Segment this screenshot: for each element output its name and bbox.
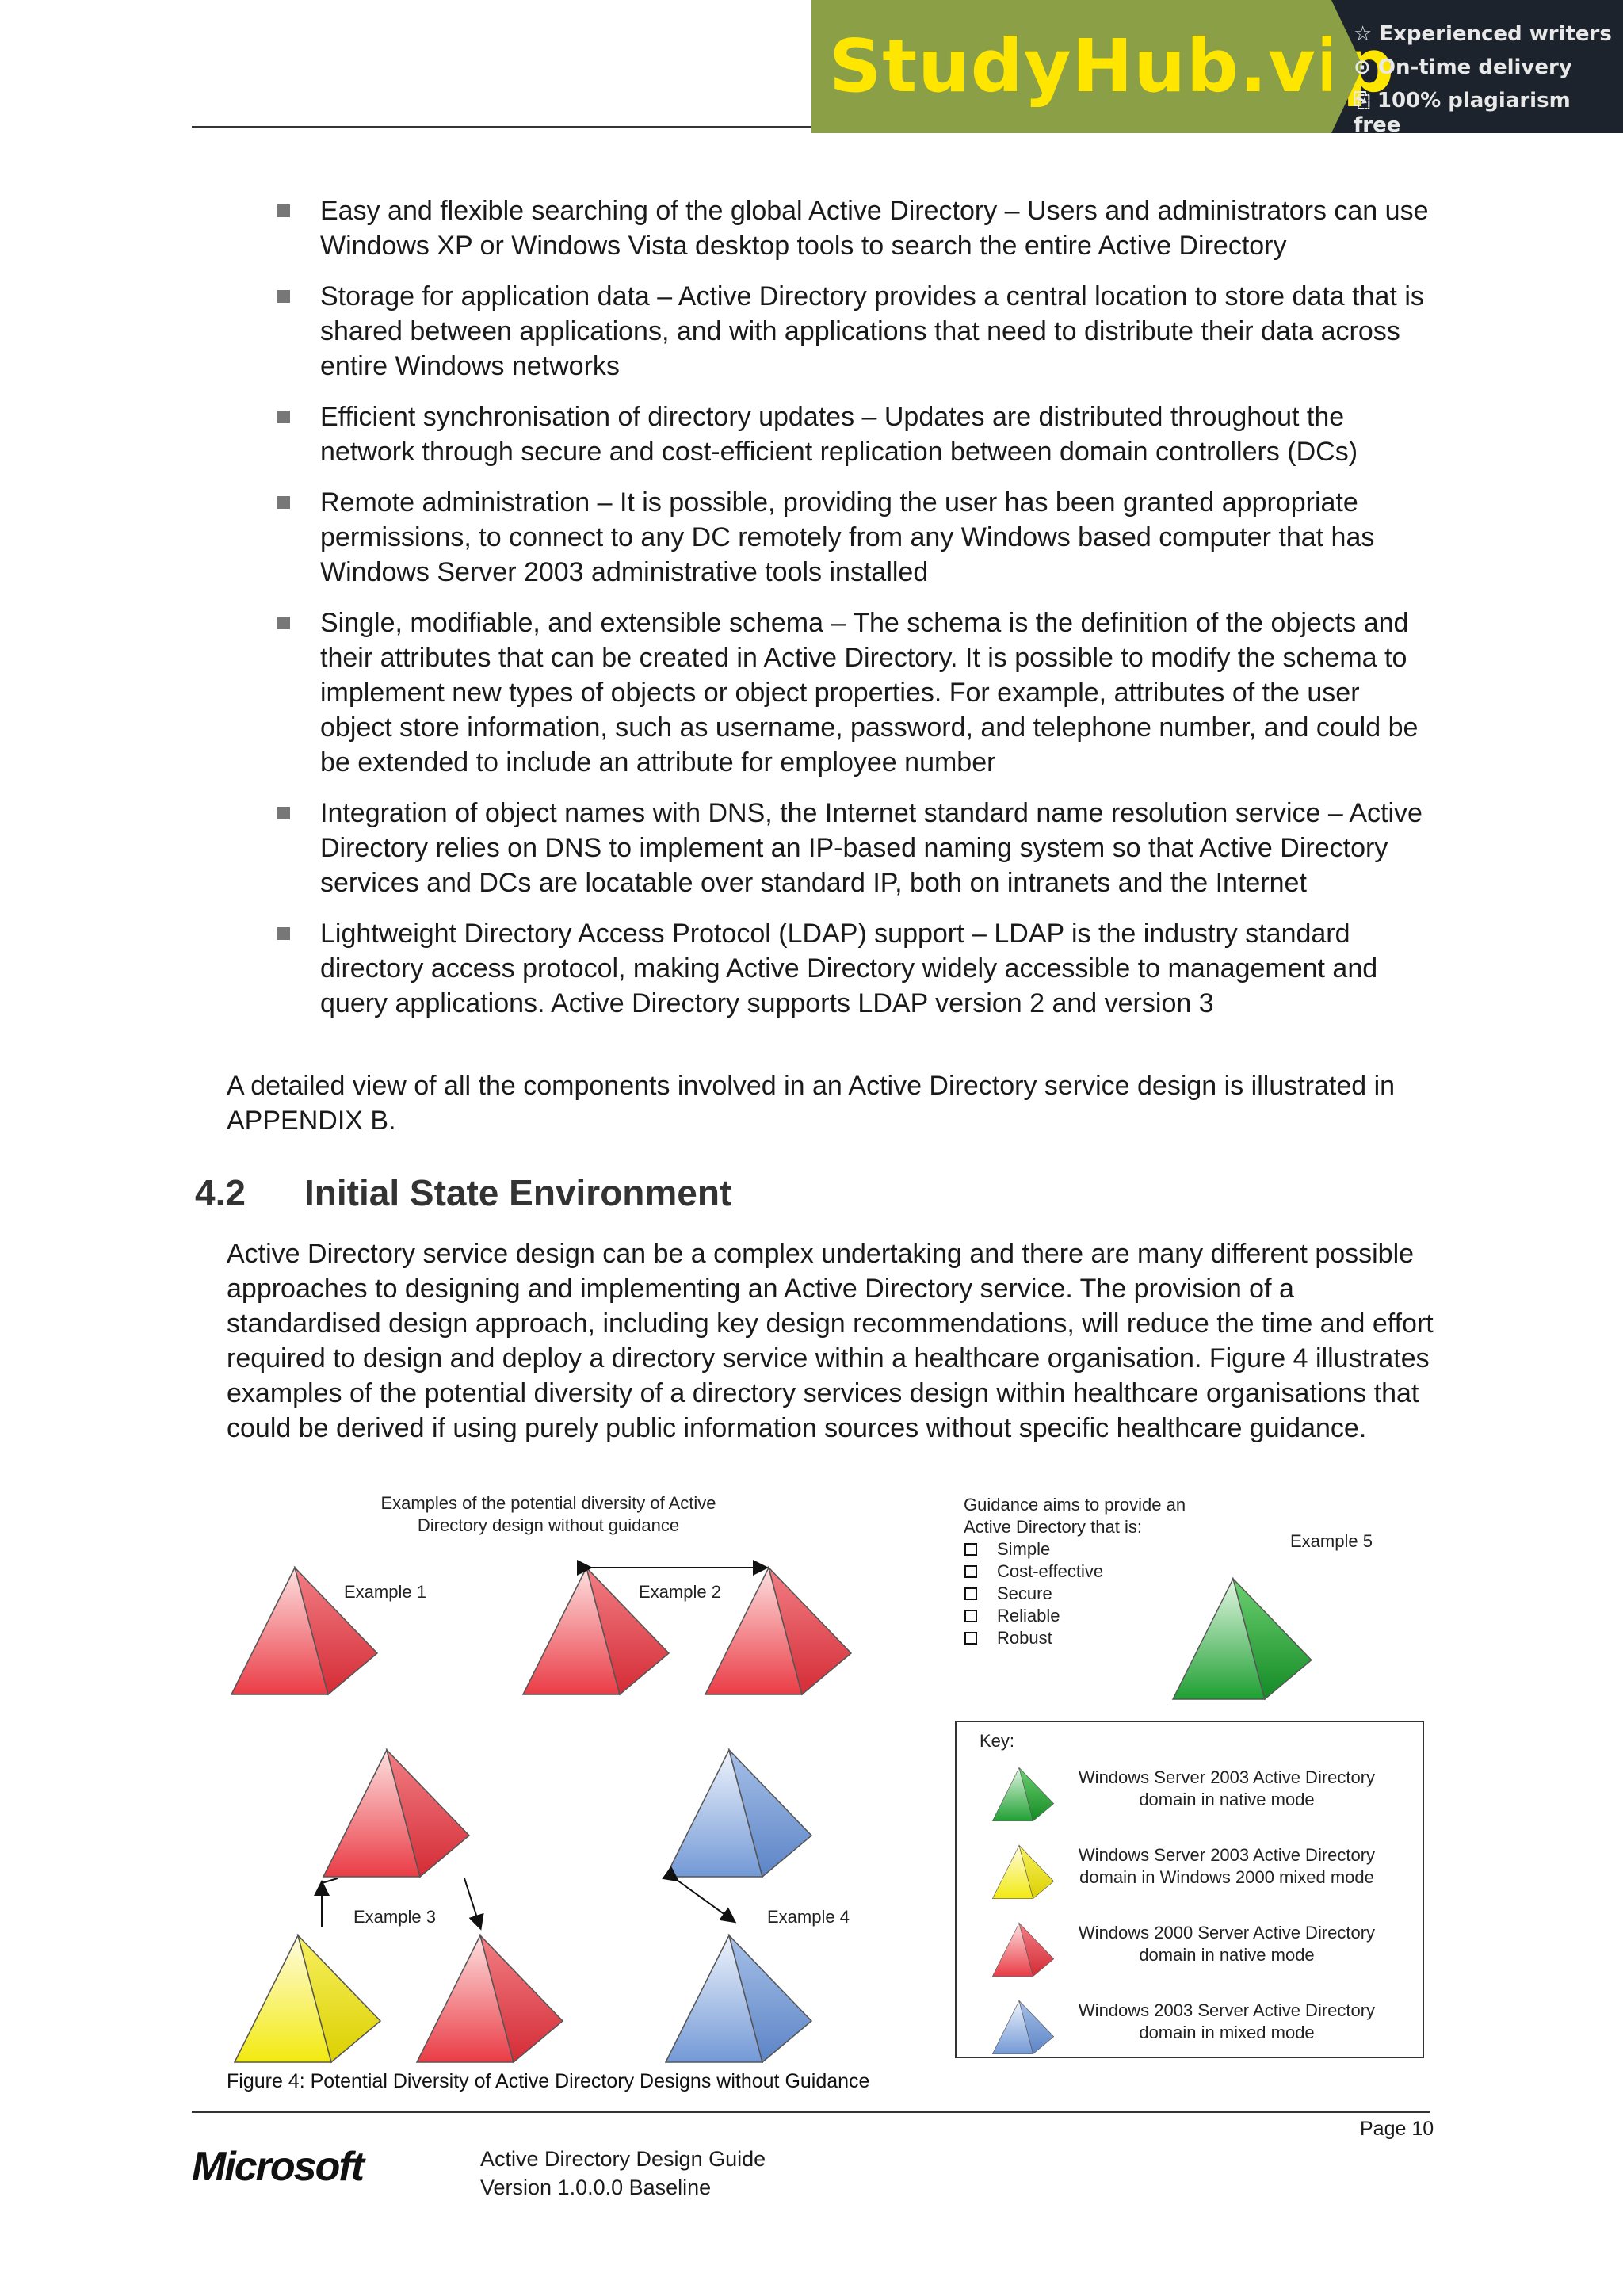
example-3-label: Example 3: [353, 1907, 436, 1927]
studyhub-logo[interactable]: StudyHub.vip: [829, 24, 1396, 109]
key-item-text: Windows Server 2003 Active Directory: [1078, 1845, 1376, 1865]
square-bullet-icon: [277, 411, 290, 423]
example-4-top-pyramid: [666, 1750, 812, 1877]
key-item-text: domain in mixed mode: [1139, 2023, 1315, 2042]
list-item: [277, 193, 1434, 263]
guidance-checklist: [965, 1539, 1103, 1648]
section-title: Initial State Environment: [304, 1172, 732, 1213]
example-4-bottom-pyramid: [666, 1935, 812, 2062]
square-bullet-icon: [277, 204, 290, 217]
key-title: Key:: [980, 1731, 1015, 1751]
square-bullet-icon: [277, 496, 290, 509]
key-item-text: Windows Server 2003 Active Directory: [1078, 1767, 1376, 1787]
bullet-text: Single, modifiable, and extensible schema – The schema is the definition of the objects and their attributes that can be created in Active Directory. It is possible to modify the schema to implement new types of objects or object properties. For example, attributes of the user object store information, such as username, password, and telephone number, and could be be extended to include an attribute for employee number: [320, 608, 1419, 777]
list-item: [277, 485, 1434, 590]
key-item-text: domain in native mode: [1139, 1945, 1315, 1965]
footer-doc-title: Active Directory Design Guide: [480, 2147, 766, 2171]
guidance-item: Secure: [997, 1584, 1052, 1603]
footer-rule: [192, 2111, 1430, 2113]
footer-doc-info: [480, 2145, 766, 2202]
bullet-text: Efficient synchronisation of directory updates – Updates are distributed throughout the network through secure and cost-efficient replication between domain controllers (DCs): [320, 402, 1358, 467]
section-number: 4.2: [195, 1172, 246, 1213]
key-item-text: Windows 2003 Server Active Directory: [1078, 2000, 1376, 2020]
square-bullet-icon: [277, 617, 290, 629]
example-3-connector-left-top: [322, 1878, 338, 1883]
feature-on-time-delivery: ⊙ On-time delivery: [1354, 55, 1572, 79]
guidance-line: Guidance aims to provide an: [964, 1495, 1186, 1515]
page-number: Page 10: [1360, 2118, 1434, 2140]
bullet-text: Remote administration – It is possible, providing the user has been granted appropriate permissions, to connect to any DC remotely from any Windows based computer that has Windows Server 2003 administrative tools installed: [320, 487, 1375, 587]
bullet-text: Storage for application data – Active Directory provides a central location to store data that is shared between applications, and with applications that need to distribute their data across entire Windows networks: [320, 281, 1424, 381]
list-item: [277, 279, 1434, 384]
example-3-child-yellow-pyramid: [235, 1935, 380, 2062]
feature-plagiarism-free: ⎘ 100% plagiarism free: [1354, 89, 1571, 137]
figure-heading-line: Examples of the potential diversity of Active: [380, 1493, 716, 1513]
example-1-label: Example 1: [344, 1582, 426, 1602]
square-bullet-icon: [277, 807, 290, 819]
header-rule: [192, 126, 813, 128]
key-item-text: domain in Windows 2000 mixed mode: [1079, 1867, 1374, 1887]
feature-experienced-writers: ☆ Experienced writers: [1354, 22, 1612, 46]
example-4-label: Example 4: [767, 1907, 850, 1927]
microsoft-logo: Microsoft: [192, 2144, 363, 2190]
checkbox-icon: [965, 1610, 976, 1622]
example-2-pyramid-right: [705, 1568, 851, 1694]
checkbox-icon: [965, 1566, 976, 1577]
guidance-item: Robust: [997, 1628, 1052, 1648]
checkbox-icon: [965, 1544, 976, 1555]
list-item: [277, 606, 1434, 780]
checkbox-icon: [965, 1633, 976, 1644]
guidance-item: Cost-effective: [997, 1561, 1104, 1581]
example-4-connector: [677, 1880, 734, 1921]
list-item: [277, 399, 1434, 469]
example-5-pyramid: [1173, 1579, 1312, 1699]
square-bullet-icon: [277, 927, 290, 940]
key-item-text: Windows 2000 Server Active Directory: [1078, 1923, 1376, 1943]
guidance-line: Active Directory that is:: [964, 1517, 1142, 1537]
footer-doc-version: Version 1.0.0.0 Baseline: [480, 2176, 712, 2199]
studyhub-banner[interactable]: [812, 0, 1623, 137]
appendix-paragraph: A detailed view of all the components involved in an Active Directory service design is illustrated in APPENDIX B.: [227, 1071, 1396, 1136]
bullet-text: Lightweight Directory Access Protocol (LDAP) support – LDAP is the industry standard directory access protocol, making Active Directory widely accessible to management and query applications. Active Directory supports LDAP version 2 and version 3: [320, 919, 1378, 1018]
list-item: [277, 916, 1434, 1021]
figure-heading-line: Directory design without guidance: [417, 1515, 680, 1535]
guidance-item: Simple: [997, 1539, 1051, 1559]
example-3-child-red-pyramid: [417, 1935, 563, 2062]
section-paragraph: Active Directory service design can be a complex undertaking and there are many different possible approaches to designing and implementing an Active Directory service. The provision of a standardised design approach, including key design recommendations, will reduce the time and effort required to design and deploy a directory service within a healthcare organisation. Figure 4 illustrates examples of the potential diversity of a directory services design within healthcare organisations that could be derived if using purely public information sources without specific healthcare guidance.: [227, 1239, 1434, 1443]
bullet-text: Easy and flexible searching of the global Active Directory – Users and administrators can use Windows XP or Windows Vista desktop tools to search the entire Active Directory: [320, 196, 1429, 261]
example-3-connector-right: [464, 1878, 480, 1927]
figure-caption: Figure 4: Potential Diversity of Active Directory Designs without Guidance: [227, 2070, 870, 2092]
list-item: [277, 796, 1434, 900]
figure-diagram: [227, 1487, 1431, 2072]
example-2-label: Example 2: [639, 1582, 721, 1602]
square-bullet-icon: [277, 290, 290, 303]
bullet-text: Integration of object names with DNS, the Internet standard name resolution service – Active Directory relies on DNS to implement an IP-based naming system so that Active Directory services and DCs are locatable over standard IP, both on intranets and the Internet: [320, 798, 1423, 898]
feature-bullet-list: [277, 193, 1434, 1037]
checkbox-icon: [965, 1588, 976, 1599]
guidance-item: Reliable: [997, 1606, 1060, 1626]
key-item-text: domain in native mode: [1139, 1790, 1315, 1809]
example-3-root-pyramid: [323, 1750, 469, 1877]
example-5-label: Example 5: [1290, 1531, 1373, 1551]
banner-logo-area: [812, 0, 1396, 133]
